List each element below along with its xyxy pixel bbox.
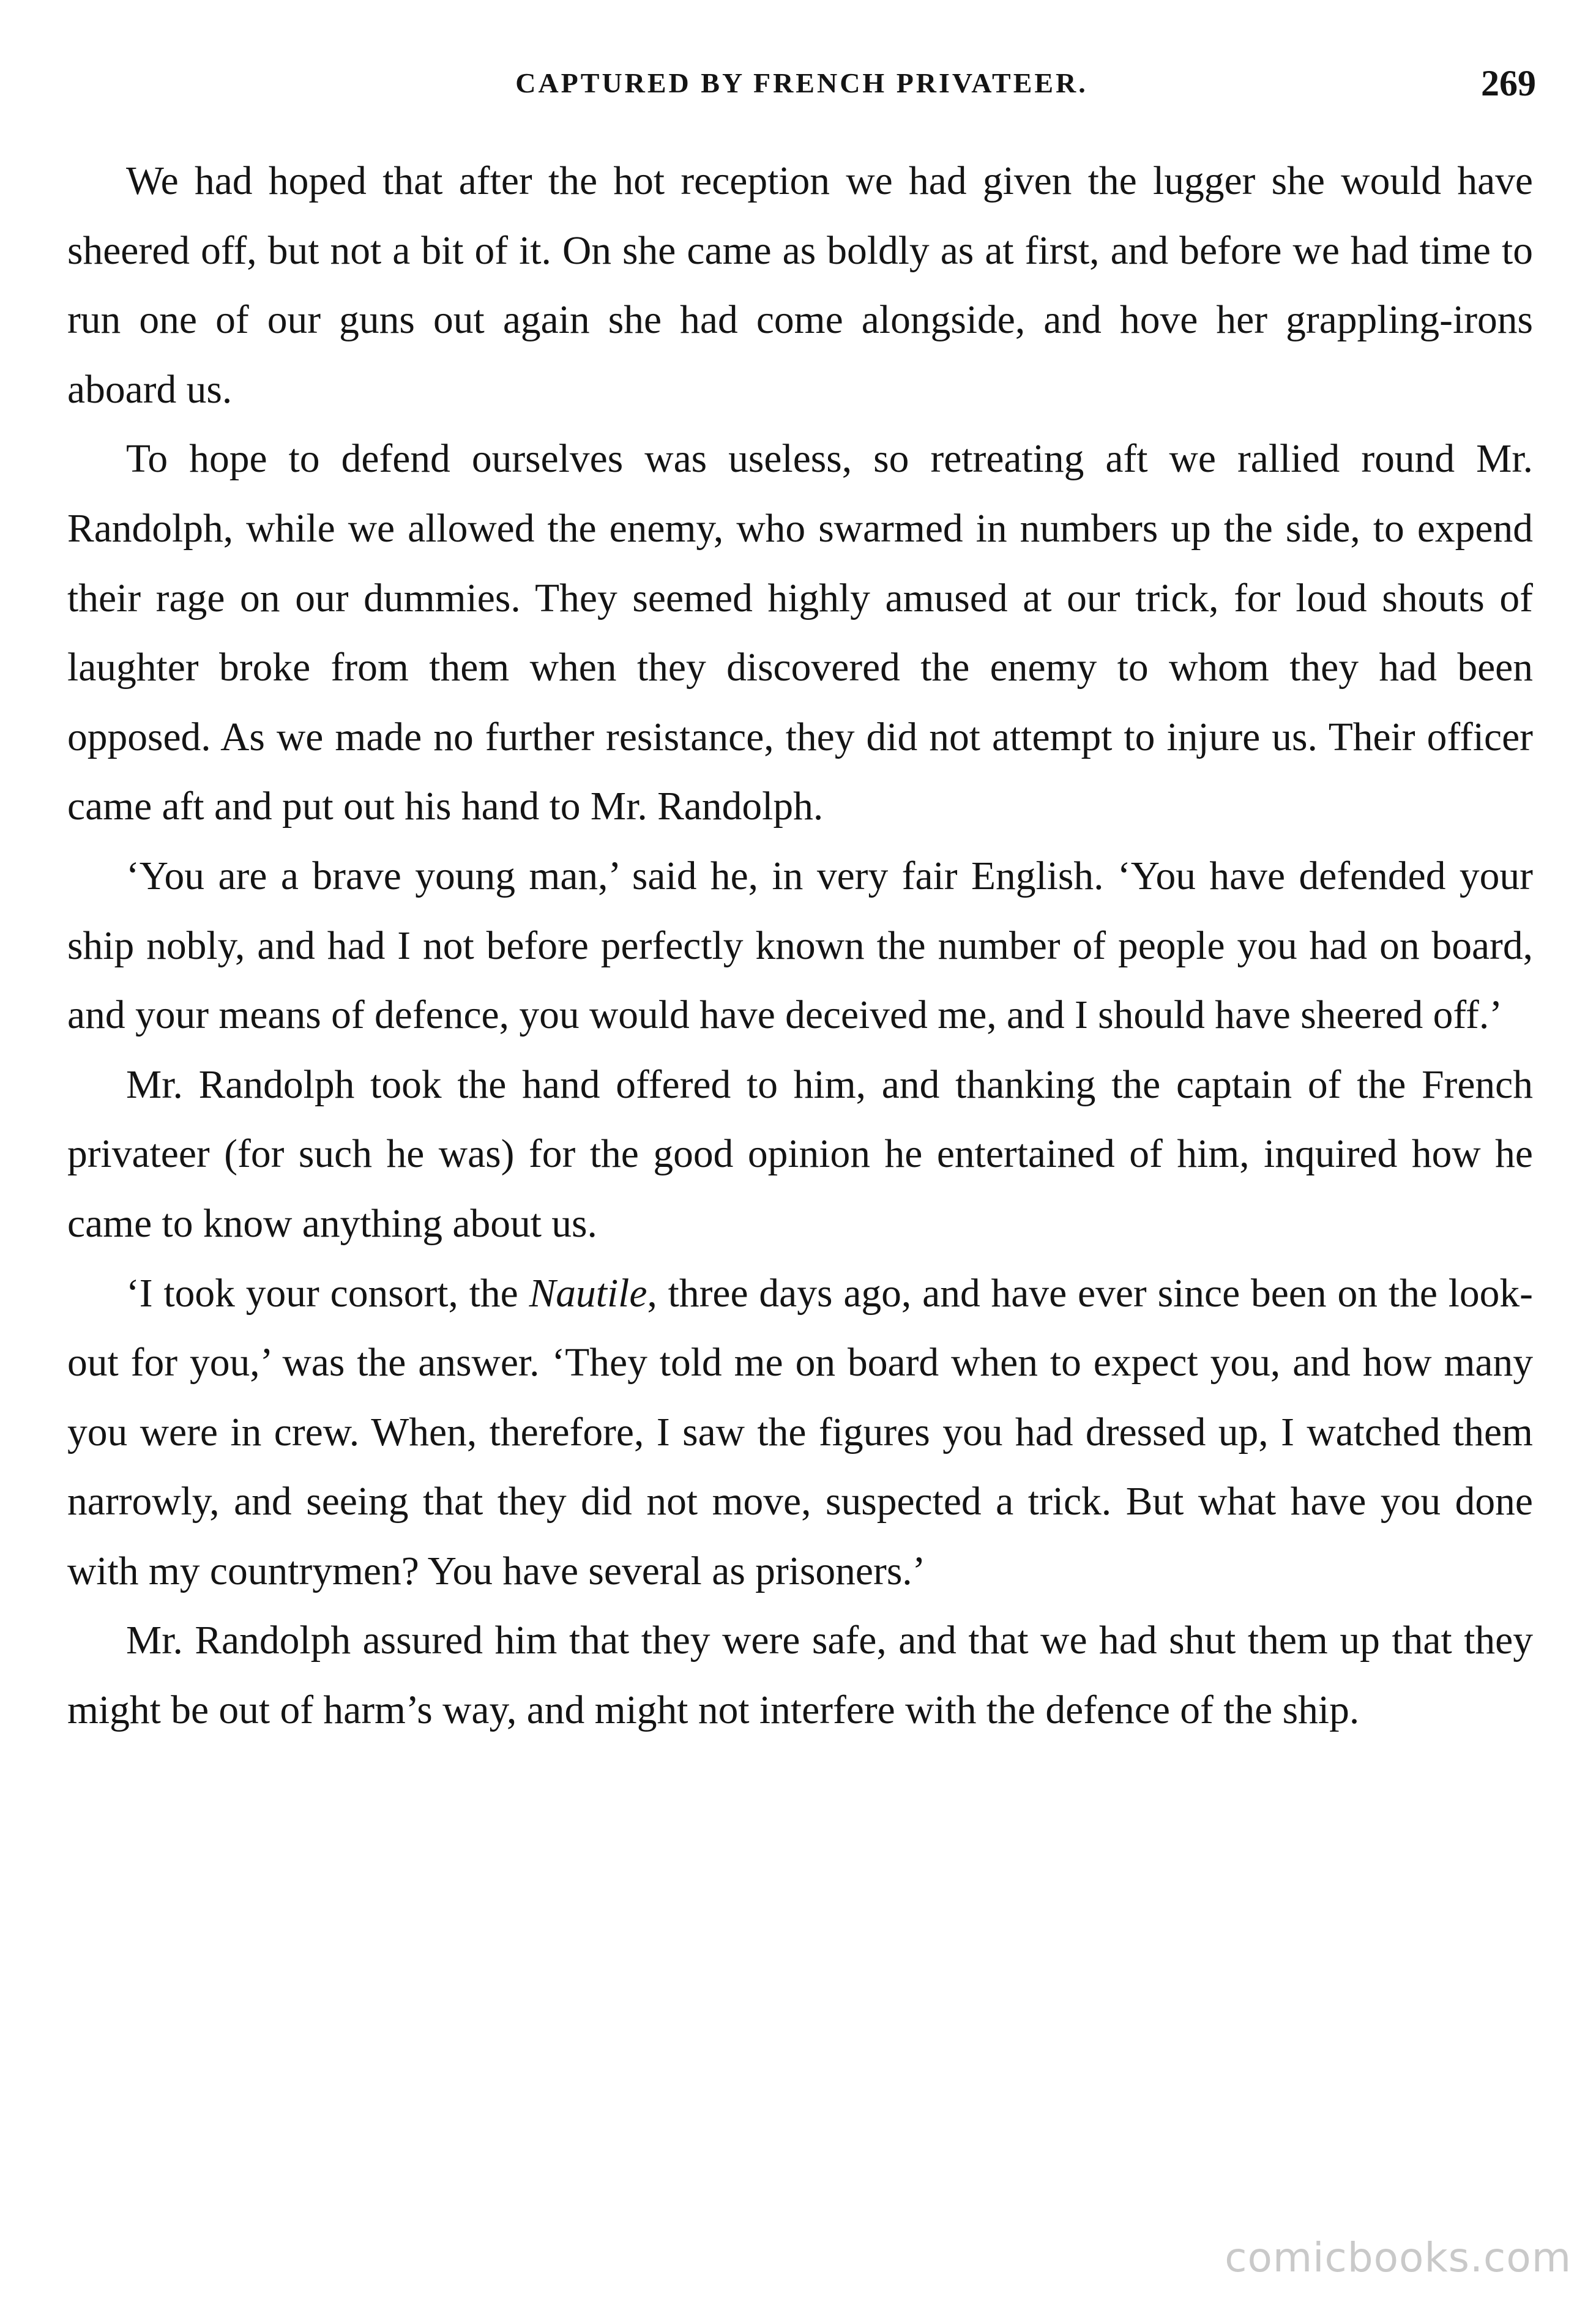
paragraph-text: , three days ago, and have ever since been on the look-out for you,’ was the answer. ‘They told me on board when to expect you, and how many you were in crew. When, therefore, I saw the figures you had dressed up, I watched them narrowly, and seeing that they did not move, suspected a trick. But what have you done with my countrymen? You have several as prisoners.’ [67,1271,1533,1593]
running-title: CAPTURED BY FRENCH PRIVATEER. [515,67,1088,99]
paragraph-text: ‘I took your consort, the [126,1271,529,1316]
running-head [67,59,1536,108]
paragraph-text: Mr. Randolph assured him that they were safe, and that we had shut them up that they might be out of harm’s way, and might not interfere with the defence of the ship. [67,1618,1533,1733]
paragraph [67,1051,1533,1259]
paragraph [67,1259,1533,1607]
paragraph-text: To hope to defend ourselves was useless, so retreating aft we rallied round Mr. Randolph, while we allowed the enemy, who swarmed in numbers up the side, to expend their rage on our dummies. They seemed highly amused at our trick, for loud shouts of laughter broke from them when they discovered the enemy to whom they had been opposed. As we made no further resistance, they did not attempt to injure us. Their officer came aft and put out his hand to Mr. Randolph. [67,437,1533,829]
body-text [67,147,1533,1746]
paragraph [67,425,1533,842]
paragraph-text: Mr. Randolph took the hand offered to him, and thanking the captain of the French privateer (for such he was) for the good opinion he entertained of him, inquired how he came to know anything about us. [67,1062,1533,1246]
paragraph [67,842,1533,1051]
paragraph [67,1606,1533,1745]
page-number: 269 [1481,63,1536,103]
watermark-logo: comicbooks.com [1225,2234,1572,2281]
paragraph-text: We had hoped that after the hot reception we had given the lugger she would have sheered off, but not a bit of it. On she came as boldly as at first, and before we had time to run one of our guns out again she had come alongside, and hove her grappling-irons aboard us. [67,159,1533,412]
ship-name-italic: Nautile [529,1271,647,1316]
paragraph [67,147,1533,425]
paragraph-text: ‘You are a brave young man,’ said he, in very fair English. ‘You have defended your ship nobly, and had I not before perfectly known the number of people you had on board, and your means of defence, you would have deceived me, and I should have sheered off.’ [67,854,1533,1038]
